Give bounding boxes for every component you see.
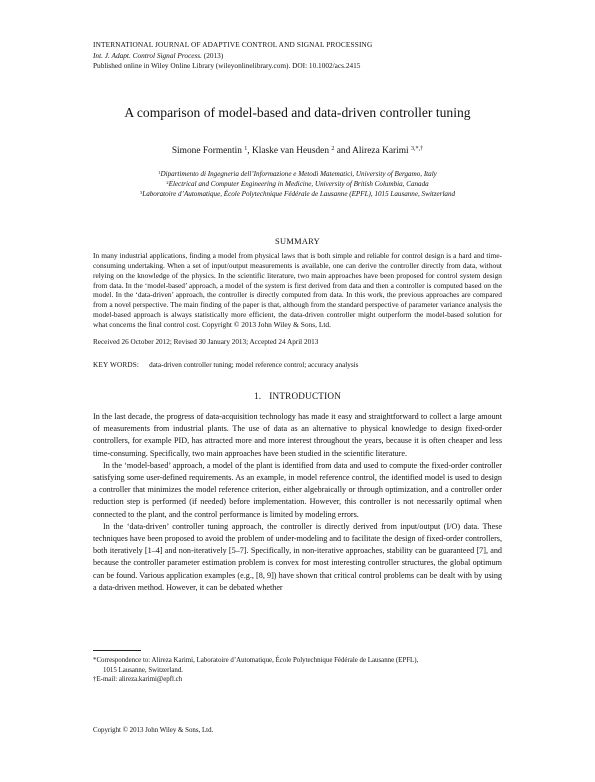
- body-text: [93, 411, 502, 594]
- author-list: [40, 146, 555, 156]
- body-paragraph: In the ‘data-driven’ controller tuning approach, the controller is directly derived from input/output (I/O) data. These techniques have been proposed to avoid the problem of under-modeling and to facilitate the design of fixed-order controllers, both iteratively [1–4] and non-iteratively [5–7]. Specifically, in non-iterative approaches, stability can be guaranteed [7], and because the controller parameter estimation problem is convex for most interesting controller structures, the global optimum can be found. Various application examples (e.g., [8, 9]) have shown that critical control problems can be dealt with by using a data-driven method. However, it can be debated whether: [93, 521, 502, 592]
- section-title: INTRODUCTION: [269, 391, 342, 401]
- summary-abstract: In many industrial applications, finding a model from physical laws that is both simple and reliable for control design is a hard and time-consuming undertaking. When a set of input/output measurements is available, one can derive the controller directly from data, without relying on the knowledge of the physics. In the scientific literature, two main approaches have been proposed for control system design from data. In the ‘model-based’ approach, a model of the system is first derived from data and then a controller is computed based on the model. In the ‘data-driven’ approach, the controller is directly computed from data. In this work, the previous approaches are compared from a novel perspective. The main finding of the paper is that, although from the standard perspective of parameter variance analysis the model-based approach is always statistically more efficient, the data-driven controller might outperform the model-based solution for what concerns the final control cost. Copyright © 2013 John Wiley & Sons, Ltd.: [93, 251, 502, 329]
- copyright-notice: Copyright © 2013 John Wiley & Sons, Ltd.: [93, 727, 214, 734]
- journal-name: INTERNATIONAL JOURNAL OF ADAPTIVE CONTROL AND SIGNAL PROCESSING: [93, 40, 373, 49]
- author-affiliation-mark: 1: [244, 146, 248, 153]
- affiliation-number: 3: [139, 189, 143, 195]
- body-paragraph: In the last decade, the progress of data-acquisition technology has made it easy and straightforward to collect a large amount of measurements from industrial plants. The use of data as an alternative to physical knowledge to design fixed-order controllers, for example PID, has attracted more and more interest throughout the years, because it is often cheaper and less time-consuming. Specifically, two main approaches have been studied in the scientific literature.: [93, 412, 502, 458]
- footnote-divider: [93, 650, 141, 651]
- journal-citation: [93, 51, 513, 62]
- email-footnote: †E-mail: alireza.karimi@epfl.ch: [93, 676, 183, 684]
- affiliation: [40, 179, 555, 189]
- affiliation-text: Electrical and Computer Engineering in Medicine, University of British Columbia, Canada: [168, 180, 429, 188]
- journal-year: (2013): [201, 50, 224, 60]
- footnotes: [93, 656, 518, 685]
- author-affiliation-mark: 2: [331, 146, 335, 153]
- keywords-label: KEY WORDS:: [93, 361, 140, 369]
- body-paragraph: In the ‘model-based’ approach, a model of the plant is identified from data and used to compute the fixed-order controller satisfying some user-defined requirements. As an example, in model reference control, the identified model is used to design a controller that minimizes the model reference criterion, either algebraically or through optimization, and a controller order reduction step is performed (if needed) before implementation. However, this controller is not necessarily optimal when connected to the plant, and the control performance is limited by modeling errors.: [93, 460, 502, 519]
- correspondence-footnote: *Correspondence to: Alireza Karimi, Laboratoire d’Automatique, École Polytechnique Fédérale de Lausanne (EPFL),: [93, 657, 419, 664]
- journal-header: [93, 40, 513, 72]
- journal-abbreviation: Int. J. Adapt. Control Signal Process.: [93, 50, 202, 60]
- author-name: Simone Formentin: [171, 146, 242, 156]
- correspondence-footnote-continued: 1015 Lausanne, Switzerland.: [103, 666, 183, 674]
- author-name: Klaske van Heusden: [251, 146, 330, 156]
- affiliation: [40, 169, 555, 179]
- affiliation-number: 1: [158, 169, 161, 175]
- author-affiliation-mark: 3,*,†: [410, 146, 424, 153]
- online-publication-line: Published online in Wiley Online Library (wileyonlinelibrary.com). DOI: 10.1002/acs.2415: [93, 61, 361, 70]
- affiliation-list: [40, 169, 555, 199]
- keywords: [93, 361, 513, 369]
- affiliation-text: Laboratoire d’Automatique, École Polytechnique Fédérale de Lausanne (EPFL), 1015 Lausanne, Switzerland: [142, 190, 456, 198]
- keywords-text: data-driven controller tuning; model reference control; accuracy analysis: [149, 361, 359, 369]
- author-separator: and: [334, 146, 353, 156]
- submission-dates: Received 26 October 2012; Revised 30 January 2013; Accepted 24 April 2013: [93, 338, 319, 346]
- paper-title: A comparison of model-based and data-driven controller tuning: [124, 105, 471, 120]
- author-name: Alireza Karimi: [352, 146, 409, 156]
- summary-heading: SUMMARY: [275, 237, 320, 246]
- affiliation-text: Dipartimento di Ingegneria dell’Informazione e Metodi Matematici, University of Bergamo, Italy: [160, 170, 437, 178]
- affiliation: [40, 189, 555, 199]
- section-heading: [40, 391, 555, 401]
- section-number: 1.: [253, 391, 262, 401]
- affiliation-number: 2: [166, 179, 169, 185]
- author-separator: ,: [247, 146, 252, 156]
